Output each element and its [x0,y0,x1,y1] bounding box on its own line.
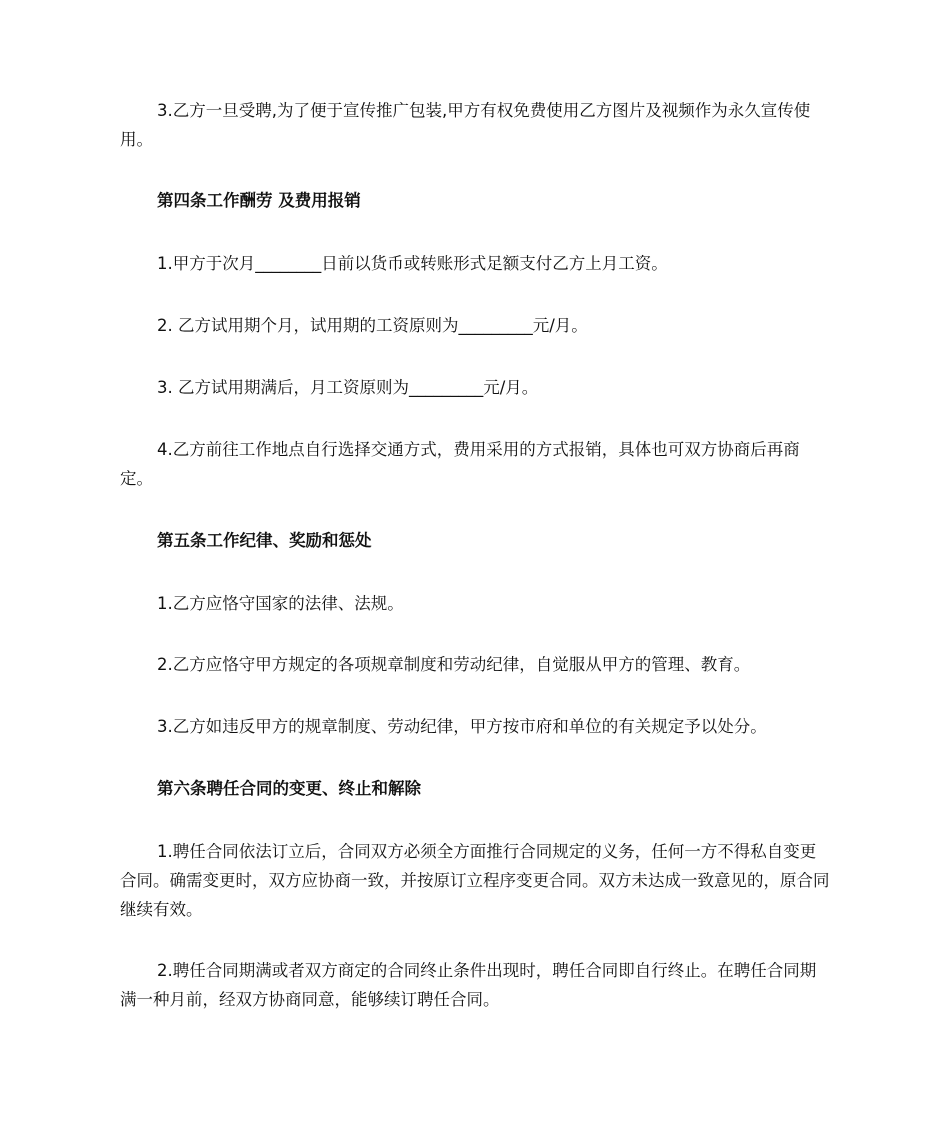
paragraph-clause-6-1: 1.聘任合同依法订立后，合同双方必须全方面推行合同规定的义务，任何一方不得私自变更合同。确需变更时，双方应协商一致，并按原订立程序变更合同。双方未达成一致意见的，原合同继续有效。 [120,842,830,919]
paragraph-clause-6-2: 2.聘任合同期满或者双方商定的合同终止条件出现时，聘任合同即自行终止。在聘任合同期满一种月前，经双方协商同意，能够续订聘任合同。 [120,961,817,1009]
section-heading-article-4: 第四条工作酬劳 及费用报销 [157,191,361,210]
paragraph-clause-4-4: 4.乙方前往工作地点自行选择交通方式，费用采用的方式报销，具体也可双方协商后再商定。 [120,440,800,488]
paragraph-clause-4-3: 3. 乙方试用期满后，月工资原则为_________元/月。 [157,378,539,397]
paragraph-clause-4-1: 1.甲方于次月________日前以货币或转账形式足额支付乙方上月工资。 [157,254,668,273]
paragraph-clause-4-2: 2. 乙方试用期个月，试用期的工资原则为_________元/月。 [157,316,588,335]
paragraph-clause-5-2: 2.乙方应恪守甲方规定的各项规章制度和劳动纪律，自觉服从甲方的管理、教育。 [157,655,751,674]
section-heading-article-5: 第五条工作纪律、奖励和惩处 [157,531,372,550]
paragraph-clause-5-1: 1.乙方应恪守国家的法律、法规。 [157,594,404,613]
section-heading-article-6: 第六条聘任合同的变更、终止和解除 [157,779,421,798]
paragraph-clause-5-3: 3.乙方如违反甲方的规章制度、劳动纪律，甲方按市府和单位的有关规定予以处分。 [157,717,767,736]
paragraph-clause-3-3: 3.乙方一旦受聘,为了便于宣传推广包装,甲方有权免费使用乙方图片及视频作为永久宣传使用。 [120,101,811,149]
